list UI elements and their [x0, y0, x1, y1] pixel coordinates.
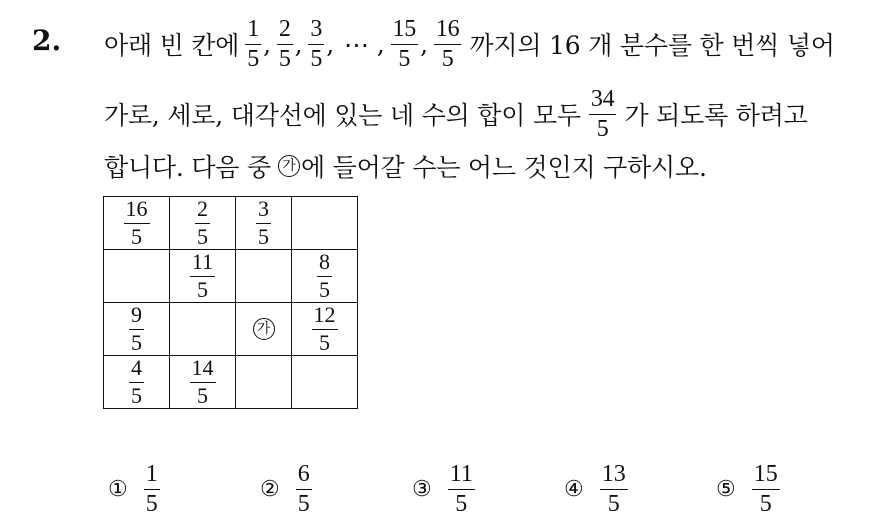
grid-row — [104, 303, 358, 356]
line2-prefix: 가로, 세로, 대각선에 있는 네 수의 합이 모두 — [104, 101, 581, 130]
question-line-1: 아래 빈 칸에 $\frac{1}{5}$ , $\frac{2}{5}$ , $\frac{3}{5}$ , ⋯ , $\frac{15}{5}$ , $\frac{16}{5}$ 까지의 16 개 분수를 한 번씩 넣어 — [104, 16, 835, 72]
grid-cell: $\frac{12}{5}$ — [292, 303, 358, 356]
choice-fraction: $\frac{6}{5}$ — [297, 461, 310, 517]
ellipsis: ⋯ — [343, 29, 369, 59]
choice-marker: ① — [108, 476, 128, 502]
choice-fraction: $\frac{15}{5}$ — [753, 461, 778, 517]
fraction-3-5: $\frac{3}{5}$ — [310, 16, 323, 72]
grid-cell: $\frac{8}{5}$ — [292, 250, 358, 303]
choice-4[interactable] — [564, 460, 630, 518]
grid-cell: $\frac{14}{5}$ — [170, 356, 236, 409]
grid-row — [104, 197, 358, 250]
choice-1[interactable] — [108, 460, 162, 518]
circled-ga-marker: 가 — [278, 155, 300, 177]
grid-row — [104, 356, 358, 409]
choice-fraction: $\frac{1}{5}$ — [145, 461, 158, 517]
grid-cell: $\frac{9}{5}$ — [104, 303, 170, 356]
grid-cell-empty — [292, 356, 358, 409]
choice-marker: ④ — [564, 476, 584, 502]
choice-2[interactable] — [260, 460, 314, 518]
grid-cell-empty — [236, 356, 292, 409]
question-line-2 — [104, 82, 808, 146]
grid-cell: $\frac{4}{5}$ — [104, 356, 170, 409]
grid-cell-empty — [170, 303, 236, 356]
choice-5[interactable] — [716, 460, 782, 518]
question-number: 2. — [32, 24, 62, 57]
grid-cell: $\frac{3}{5}$ — [236, 197, 292, 250]
grid-cell: $\frac{16}{5}$ — [104, 197, 170, 250]
choice-3[interactable] — [412, 460, 477, 518]
choice-marker: ⑤ — [716, 476, 736, 502]
line3-suffix: 에 들어갈 수는 어느 것인지 구하시오. — [300, 153, 707, 182]
line1-prefix: 아래 빈 칸에 — [104, 31, 240, 60]
fraction-16-5: $\frac{16}{5}$ — [435, 16, 460, 72]
fraction-15-5: $\frac{15}{5}$ — [392, 16, 417, 72]
choice-fraction: $\frac{11}{5}$ — [449, 461, 473, 517]
grid-cell: $\frac{11}{5}$ — [170, 250, 236, 303]
choice-fraction: $\frac{13}{5}$ — [601, 461, 626, 517]
question-line-3 — [104, 144, 707, 188]
grid-cell: $\frac{2}{5}$ — [170, 197, 236, 250]
choice-marker: ③ — [412, 476, 432, 502]
line2-suffix: 가 되도록 하려고 — [624, 101, 808, 130]
grid-row — [104, 250, 358, 303]
grid-cell-empty — [292, 197, 358, 250]
fraction-2-5: $\frac{2}{5}$ — [278, 16, 291, 72]
answer-choices — [0, 460, 884, 518]
line3-prefix: 합니다. 다음 중 — [104, 153, 271, 182]
grid-cell-empty — [104, 250, 170, 303]
line1-suffix: 까지의 16 개 분수를 한 번씩 넣어 — [469, 31, 835, 60]
choice-marker: ② — [260, 476, 280, 502]
fraction-34-5: $\frac{34}{5}$ — [590, 86, 615, 142]
circled-ga-marker: 가 — [253, 318, 275, 340]
grid-cell-marker — [236, 303, 292, 356]
magic-square-grid — [103, 196, 358, 409]
grid-cell-empty — [236, 250, 292, 303]
fraction-1-5: $\frac{1}{5}$ — [247, 16, 260, 72]
